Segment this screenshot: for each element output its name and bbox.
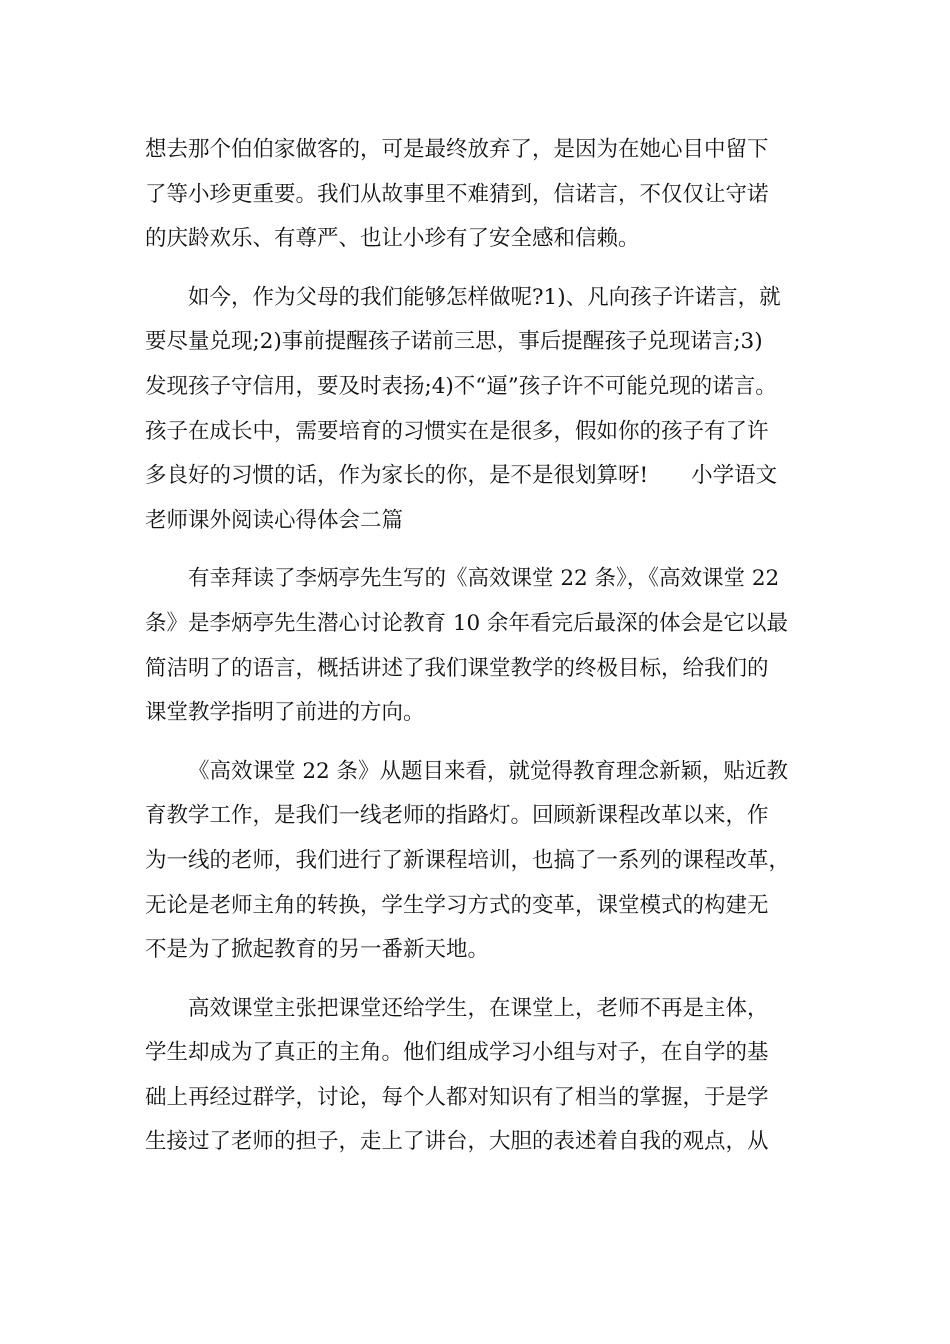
text-line: 简洁明了的语言，概括讲述了我们课堂教学的终极目标，给我们的 [145,655,769,681]
text-line: 如今，作为父母的我们能够怎样做呢?1)、凡向孩子许诺言，就 [188,284,781,310]
text-line: 要尽量兑现;2)事前提醒孩子诺前三思，事后提醒孩子兑现诺言;3) [145,329,763,355]
text-line: 孩子在成长中，需要培育的习惯实在是很多，假如你的孩子有了许 [145,418,769,444]
text-line: 为一线的老师，我们进行了新课程培训，也搞了一系列的课程改革， [145,847,791,873]
text-line: 的庆龄欢乐、有尊严、也让小珍有了安全感和信赖。 [145,226,640,252]
text-line: 无论是老师主角的转换，学生学习方式的变革，课堂模式的构建无 [145,892,769,918]
body-text [145,128,825,1165]
text-line: 有幸拜读了李炳亭先生写的《高效课堂 22 条》，《高效课堂 22 [188,566,780,592]
text-line: 学生却成为了真正的主角。他们组成学习小组与对子，在自学的基 [145,1040,769,1066]
text-line: 发现孩子守信用，要及时表扬;4)不“逼”孩子许不可能兑现的诺言。 [145,373,777,399]
text-line: 生接过了老师的担子，走上了讲台，大胆的表述着自我的观点，从 [145,1129,769,1155]
text-line: 条》是李炳亭先生潜心讨论教育 10 余年看完后最深的体会是它以最 [145,610,789,636]
text-line: 老师课外阅读心得体会二篇 [145,507,404,533]
text-line: 了等小珍更重要。我们从故事里不难猜到，信诺言，不仅仅让守诺 [145,181,769,207]
text-line: 课堂教学指明了前进的方向。 [145,700,425,726]
text-line: 《高效课堂 22 条》从题目来看，就觉得教育理念新颖，贴近教 [188,758,789,784]
text-line: 想去那个伯伯家做客的，可是最终放弃了，是因为在她心目中留下 [145,137,769,162]
text-line: 育教学工作，是我们一线老师的指路灯。回顾新课程改革以来，作 [145,803,769,829]
text-line: 多良好的习惯的话，作为家长的你，是不是很划算呀! 小学语文 [145,463,778,489]
text-line: 不是为了掀起教育的另一番新天地。 [145,937,490,963]
text-line: 础上再经过群学，讨论，每个人都对知识有了相当的掌握，于是学 [145,1084,769,1110]
text-line: 高效课堂主张把课堂还给学生，在课堂上，老师不再是主体， [188,995,769,1021]
